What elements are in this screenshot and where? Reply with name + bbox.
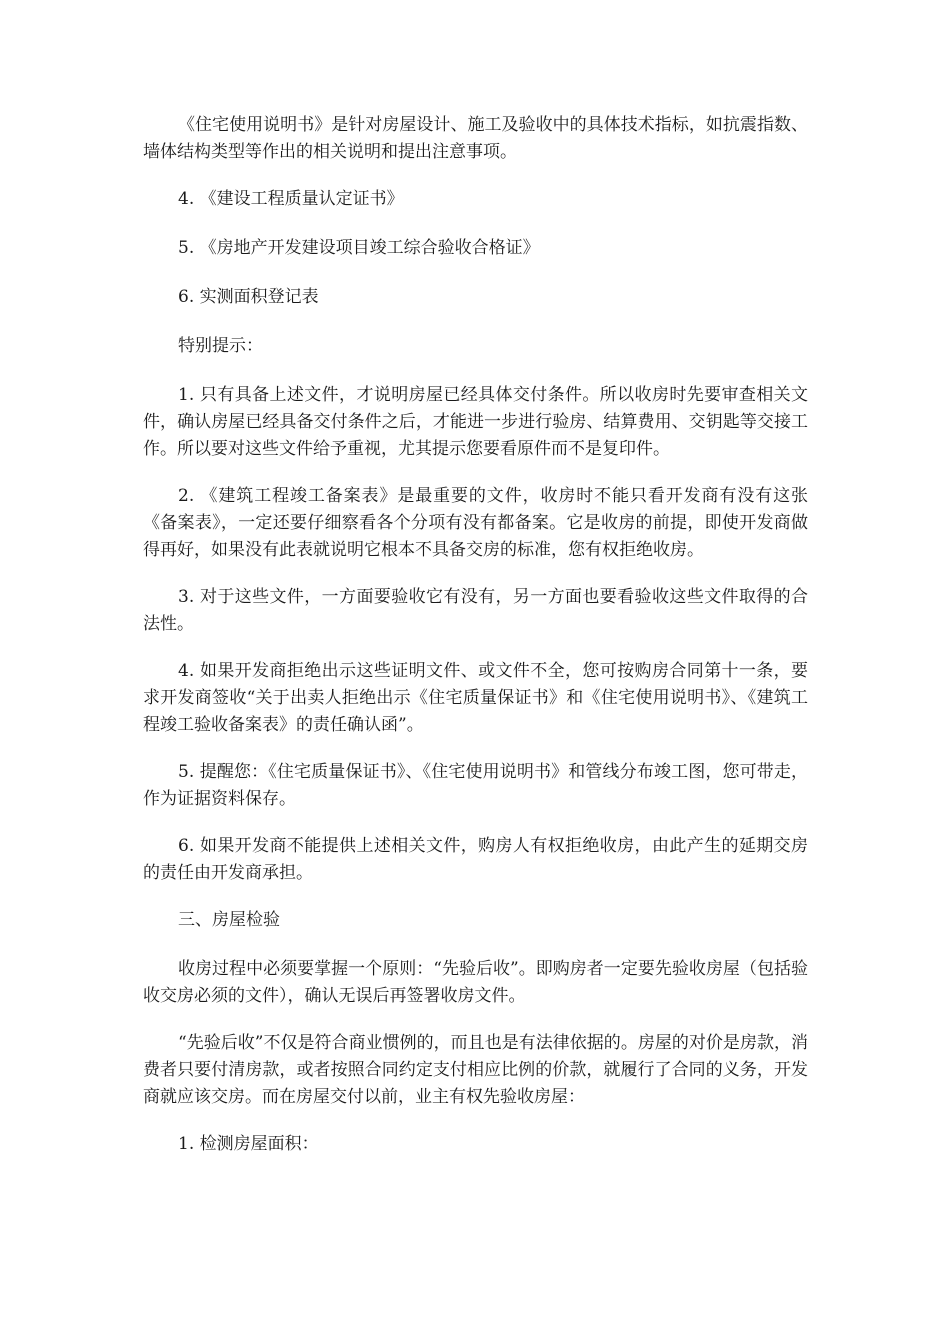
paragraph-manual-description: 《住宅使用说明书》是针对房屋设计、施工及验收中的具体技术指标，如抗震指数、墙体结构类型等作出的相关说明和提出注意事项。 (143, 115, 808, 162)
paragraph-legal-basis: “先验后收”不仅是符合商业惯例的，而且也是有法律依据的。房屋的对价是房款，消费者只要付清房款，或者按照合同约定支付相应比例的价款，就履行了合同的义务，开发商就应该交房。而在房屋交付以前，业主有权先验收房屋： (143, 1033, 808, 1107)
tip-item-4: 4. 如果开发商拒绝出示这些证明文件、或文件不全，您可按购房合同第十一条，要求开发商签收“关于出卖人拒绝出示《住宅质量保证书》和《住宅使用说明书》、《建筑工程竣工验收备案表》的责任确认函”。 (143, 661, 808, 735)
paragraph-inspect-first-principle: 收房过程中必须要掌握一个原则：“先验后收”。即购房者一定要先验收房屋（包括验收交房必须的文件），确认无误后再签署收房文件。 (143, 959, 808, 1006)
tip-item-6: 6. 如果开发商不能提供上述相关文件，购房人有权拒绝收房，由此产生的延期交房的责任由开发商承担。 (143, 836, 808, 883)
tip-item-1: 1. 只有具备上述文件，才说明房屋已经具体交付条件。所以收房时先要审查相关文件，确认房屋已经具备交付条件之后，才能进一步进行验房、结算费用、交钥匙等交接工作。所以要对这些文件给予重视，尤其提示您要看原件而不是复印件。 (143, 385, 808, 459)
tip-item-2: 2. 《建筑工程竣工备案表》是最重要的文件，收房时不能只看开发商有没有这张《备案表》，一定还要仔细察看各个分项有没有都备案。它是收房的前提，即使开发商做得再好，如果没有此表就说明它根本不具备交房的标准，您有权拒绝收房。 (143, 486, 808, 560)
tip-item-3: 3. 对于这些文件，一方面要验收它有没有，另一方面也要看验收这些文件取得的合法性。 (143, 587, 808, 634)
list-item-area-registration: 6. 实测面积登记表 (178, 287, 319, 307)
section-heading-special-tips: 特别提示： (178, 336, 263, 356)
document-page (143, 112, 808, 1180)
section-heading-house-inspection: 三、房屋检验 (178, 910, 280, 930)
list-item-completion-certificate: 5. 《房地产开发建设项目竣工综合验收合格证》 (178, 238, 540, 258)
tip-item-5: 5. 提醒您：《住宅质量保证书》、《住宅使用说明书》和管线分布竣工图，您可带走，作为证据资料保存。 (143, 762, 808, 809)
list-item-quality-certificate: 4. 《建设工程质量认定证书》 (178, 189, 404, 209)
list-item-measure-area: 1. 检测房屋面积： (178, 1134, 319, 1154)
